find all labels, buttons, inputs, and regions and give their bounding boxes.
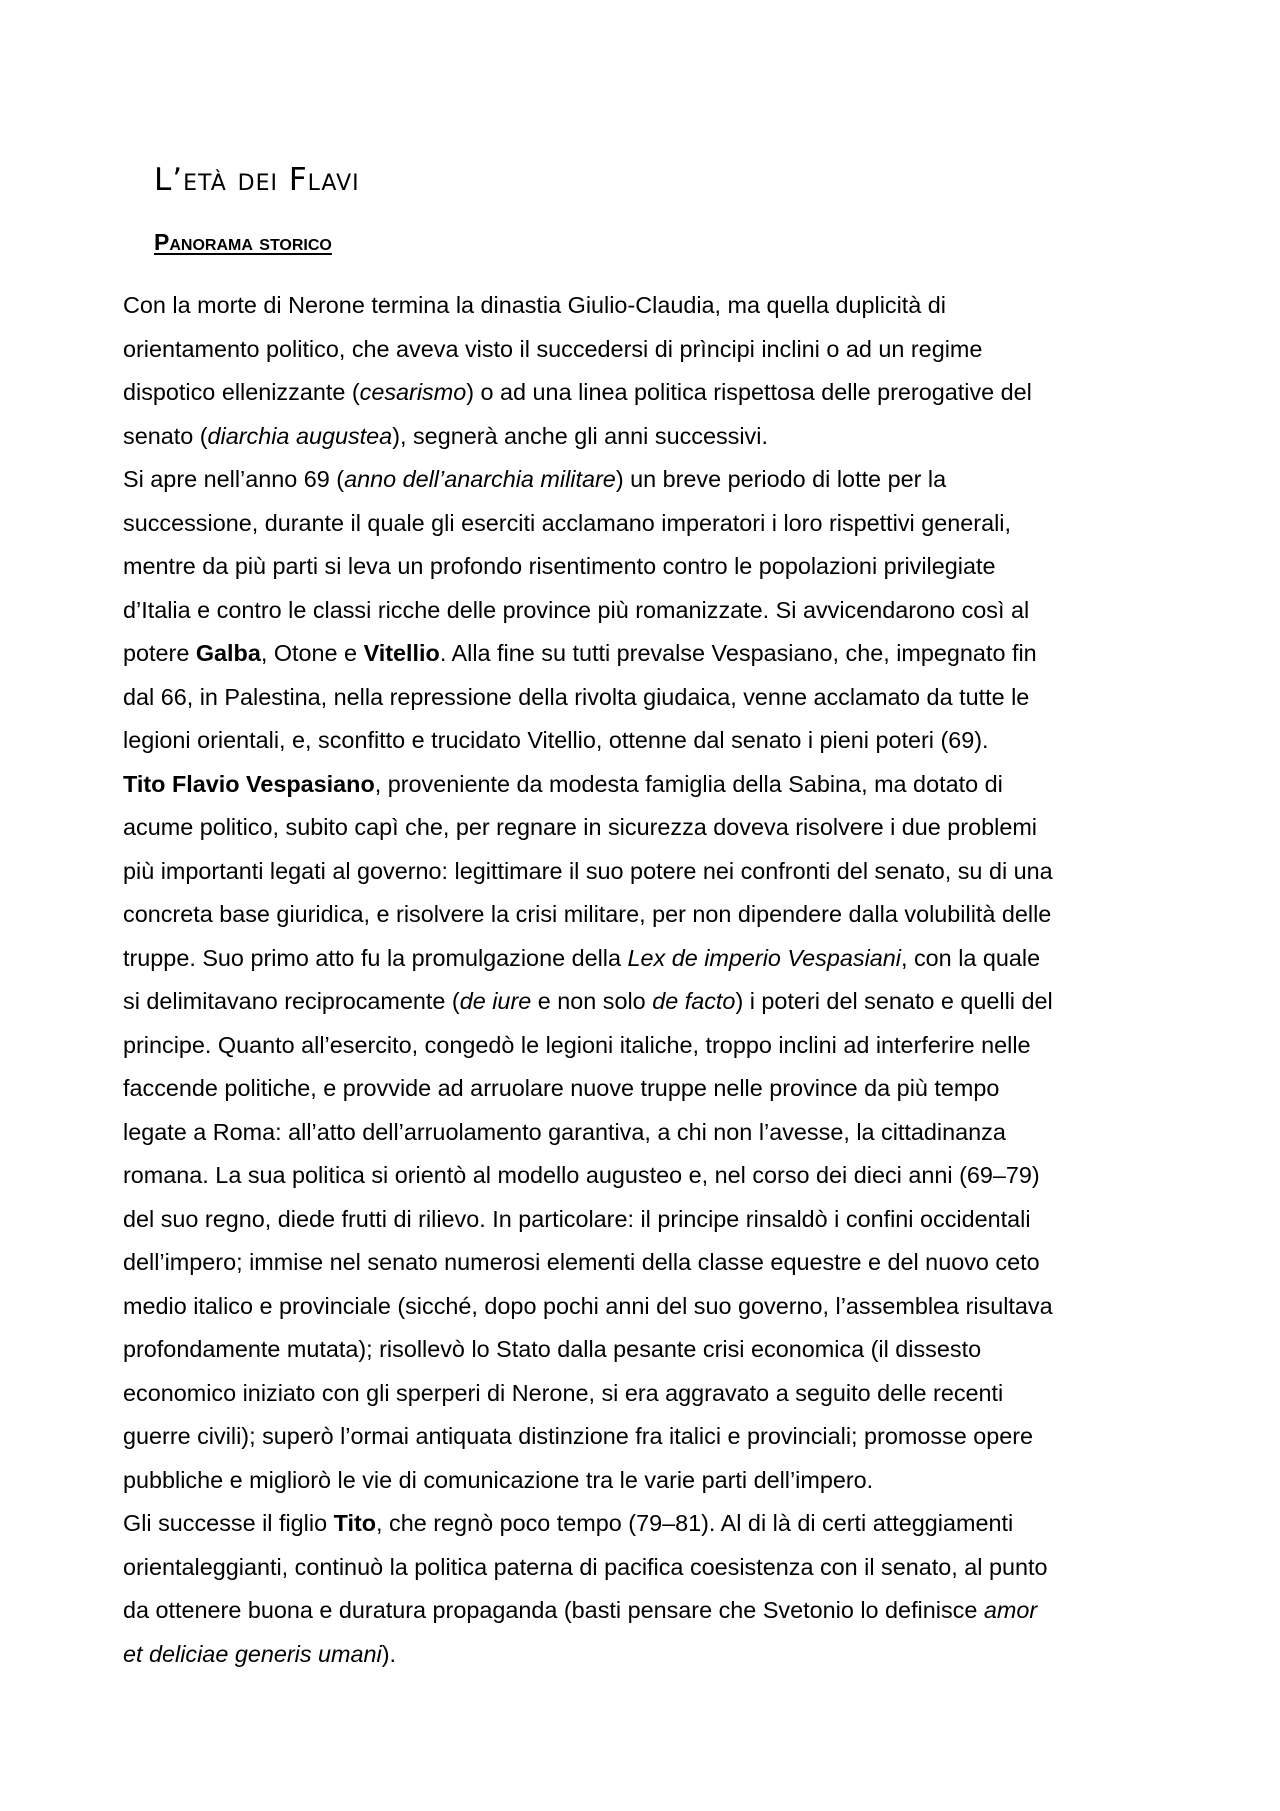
italic-text: Lex de imperio Vespasiani <box>627 944 901 971</box>
text-line <box>123 676 1163 720</box>
text-segment: pubbliche e migliorò le vie di comunicazione tra le varie parti dell’impero. <box>123 1466 874 1493</box>
text-segment: dal 66, in Palestina, nella repressione della rivolta giudaica, venne acclamato da tutte le <box>123 683 1030 710</box>
text-segment: , proveniente da modesta famiglia della Sabina, ma dotato di <box>374 770 1003 797</box>
text-segment: dispotico ellenizzante ( <box>123 379 360 405</box>
text-segment: truppe. Suo primo atto fu la promulgazione della <box>123 944 628 971</box>
text-segment: Con la morte di Nerone termina la dinastia Giulio-Claudia, ma quella duplicità di <box>123 292 946 318</box>
text-segment: d’Italia e contro le classi ricche delle province più romanizzate. Si avvicendarono così al <box>123 596 1030 623</box>
text-line <box>123 632 1163 676</box>
text-segment: del suo regno, diede frutti di rilievo. In particolare: il principe rinsaldò i confini occidentali <box>123 1205 1031 1232</box>
page-title: L’età dei Flavi <box>154 162 360 198</box>
text-line <box>123 1024 1163 1068</box>
text-line <box>123 980 1163 1024</box>
text-segment: concreta base giuridica, e risolvere la crisi militare, per non dipendere dalla volubilità delle <box>123 901 1052 927</box>
text-line <box>123 1198 1163 1242</box>
text-segment: e non solo <box>531 988 653 1014</box>
text-segment: medio italico e provinciale (sicché, dopo pochi anni del suo governo, l’assemblea risultava <box>123 1292 1053 1319</box>
bold-text: Tito Flavio Vespasiano <box>123 770 375 797</box>
text-segment: , che regnò poco tempo (79–81). Al di là di certi atteggiamenti <box>376 1510 1014 1536</box>
bold-text: Vitellio <box>363 640 440 666</box>
text-segment: orientamento politico, che aveva visto il succedersi di prìncipi inclini o ad un regime <box>123 335 983 362</box>
text-line <box>123 458 1163 502</box>
text-segment: orientaleggianti, continuò la politica paterna di pacifica coesistenza con il senato, al punto <box>123 1553 1048 1580</box>
text-segment: senato ( <box>123 422 208 449</box>
text-segment: , con la quale <box>900 944 1041 971</box>
text-line <box>123 1111 1163 1155</box>
text-line <box>123 763 1163 807</box>
text-segment: faccende politiche, e provvide ad arruolare nuove truppe nelle province da più tempo <box>123 1075 1000 1101</box>
text-line <box>123 1285 1163 1329</box>
text-segment: si delimitavano reciprocamente ( <box>123 988 460 1014</box>
text-line <box>123 328 1163 372</box>
text-segment: . Alla fine su tutti prevalse Vespasiano, che, impegnato fin <box>439 640 1037 666</box>
text-line <box>123 893 1163 937</box>
italic-text: de facto <box>652 988 736 1014</box>
text-segment: potere <box>123 640 196 666</box>
text-segment: successione, durante il quale gli eserciti acclamano imperatori i loro rispettivi generali, <box>123 509 1011 536</box>
text-line <box>123 284 1163 328</box>
text-segment: romana. La sua politica si orientò al modello augusteo e, nel corso dei dieci anni (69–79) <box>123 1162 1040 1188</box>
text-line <box>123 545 1163 589</box>
italic-text: amor <box>983 1597 1038 1623</box>
text-segment: Gli successe il figlio <box>123 1510 334 1536</box>
text-line <box>123 1546 1163 1590</box>
text-segment: mentre da più parti si leva un profondo risentimento contro le popolazioni privilegiate <box>123 553 996 579</box>
text-line <box>123 1502 1163 1546</box>
text-line <box>123 850 1163 894</box>
body-text <box>123 284 1163 1676</box>
section-heading: Panorama storico <box>154 229 332 255</box>
italic-text: anno dell’anarchia militare <box>344 466 616 492</box>
italic-text: diarchia augustea <box>207 422 393 449</box>
text-line <box>123 1154 1163 1198</box>
text-line <box>123 806 1163 850</box>
text-line <box>123 1067 1163 1111</box>
text-segment: dell’impero; immise nel senato numerosi elementi della classe equestre e del nuovo ceto <box>123 1249 1040 1275</box>
text-segment: ) un breve periodo di lotte per la <box>615 466 947 492</box>
text-segment: Si apre nell’anno 69 ( <box>123 466 345 492</box>
text-line <box>123 1589 1163 1633</box>
text-line <box>123 589 1163 633</box>
text-line <box>123 1328 1163 1372</box>
text-segment: da ottenere buona e duratura propaganda (basti pensare che Svetonio lo definisce <box>123 1597 984 1623</box>
text-segment: ) i poteri del senato e quelli del <box>735 988 1053 1014</box>
text-line <box>123 937 1163 981</box>
text-segment: , Otone e <box>260 640 364 666</box>
text-line <box>123 1459 1163 1503</box>
text-line <box>123 1241 1163 1285</box>
text-segment: più importanti legati al governo: legittimare il suo potere nei confronti del senato, su di una <box>123 857 1053 884</box>
text-segment: economico iniziato con gli sperperi di Nerone, si era aggravato a seguito delle recenti <box>123 1379 1004 1406</box>
text-segment: profondamente mutata); risollevò lo Stato dalla pesante crisi economica (il dissesto <box>123 1336 982 1362</box>
text-line <box>123 1415 1163 1459</box>
text-segment: ). <box>381 1640 397 1667</box>
bold-text: Galba <box>195 640 261 666</box>
text-segment: legate a Roma: all’atto dell’arruolamento garantiva, a chi non l’avesse, la cittadinanza <box>123 1118 1006 1145</box>
italic-text: de iure <box>459 988 532 1014</box>
text-segment: ), segnerà anche gli anni successivi. <box>392 422 768 449</box>
text-line <box>123 415 1163 459</box>
text-segment: guerre civili); superò l’ormai antiquata distinzione fra italici e provinciali; promosse opere <box>123 1423 1034 1449</box>
text-segment: acume politico, subito capì che, per regnare in sicurezza doveva risolvere i due problemi <box>123 814 1038 840</box>
text-line <box>123 371 1163 415</box>
text-line <box>123 502 1163 546</box>
text-line <box>123 1372 1163 1416</box>
text-segment: ) o ad una linea politica rispettosa delle prerogative del <box>466 379 1032 405</box>
text-line <box>123 719 1163 763</box>
text-line <box>123 1633 1163 1677</box>
italic-text: et deliciae generis umani <box>123 1640 382 1667</box>
italic-text: cesarismo <box>359 379 467 405</box>
bold-text: Tito <box>333 1510 377 1536</box>
text-segment: principe. Quanto all’esercito, congedò le legioni italiche, troppo inclini ad interferire nelle <box>123 1031 1031 1058</box>
text-segment: legioni orientali, e, sconfitto e trucidato Vitellio, ottenne dal senato i pieni poteri (69). <box>123 727 989 753</box>
